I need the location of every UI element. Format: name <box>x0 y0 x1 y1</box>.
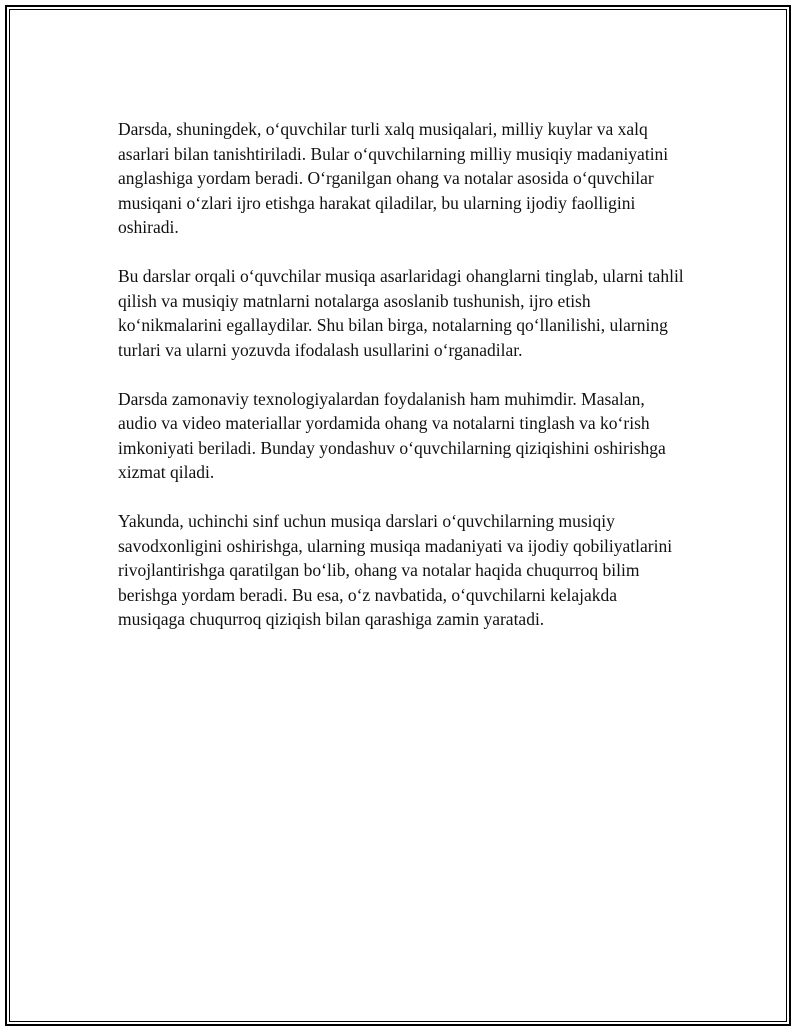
paragraph-1: Darsda, shuningdek, o‘quvchilar turli xalq musiqalari, milliy kuylar va xalq asarlari bilan tanishtiriladi. Bular o‘quvchilarning milliy musiqiy madaniyatini anglashiga yordam beradi. O‘rganilgan ohang va notalar asosida o‘quvchilar musiqani o‘zlari ijro etishga harakat qiladilar, bu ularning ijodiy faolligini oshiradi. <box>118 119 669 237</box>
paragraph-3: Darsda zamonaviy texnologiyalardan foydalanish ham muhimdir. Masalan, audio va video materiallar yordamida ohang va notalarni tinglash va ko‘rish imkoniyati beriladi. Bunday yondashuv o‘quvchilarning qiziqishini oshirishga xizmat qiladi. <box>118 388 666 482</box>
document-body <box>118 117 688 656</box>
paragraph-4: Yakunda, uchinchi sinf uchun musiqa darslari o‘quvchilarning musiqiy savodxonligini oshirishga, ularning musiqa madaniyati va ijodiy qobiliyatlarini rivojlantirishga qaratilgan bo‘lib, ohang va notalar haqida chuqurroq bilim berishga yordam beradi. Bu esa, o‘z navbatida, o‘quvchilarni kelajakda musiqaga chuqurroq qiziqish bilan qarashiga zamin yaratadi. <box>118 511 673 629</box>
paragraph-2: Bu darslar orqali o‘quvchilar musiqa asarlaridagi ohanglarni tinglab, ularni tahlil qilish va musiqiy matnlarni notalarga asoslanib tushunish, ijro etish ko‘nikmalarini egallaydilar. Shu bilan birga, notalarning qo‘llanilishi, ularning turlari va ularni yozuvda ifodalash usullarini o‘rganadilar. <box>118 266 684 360</box>
